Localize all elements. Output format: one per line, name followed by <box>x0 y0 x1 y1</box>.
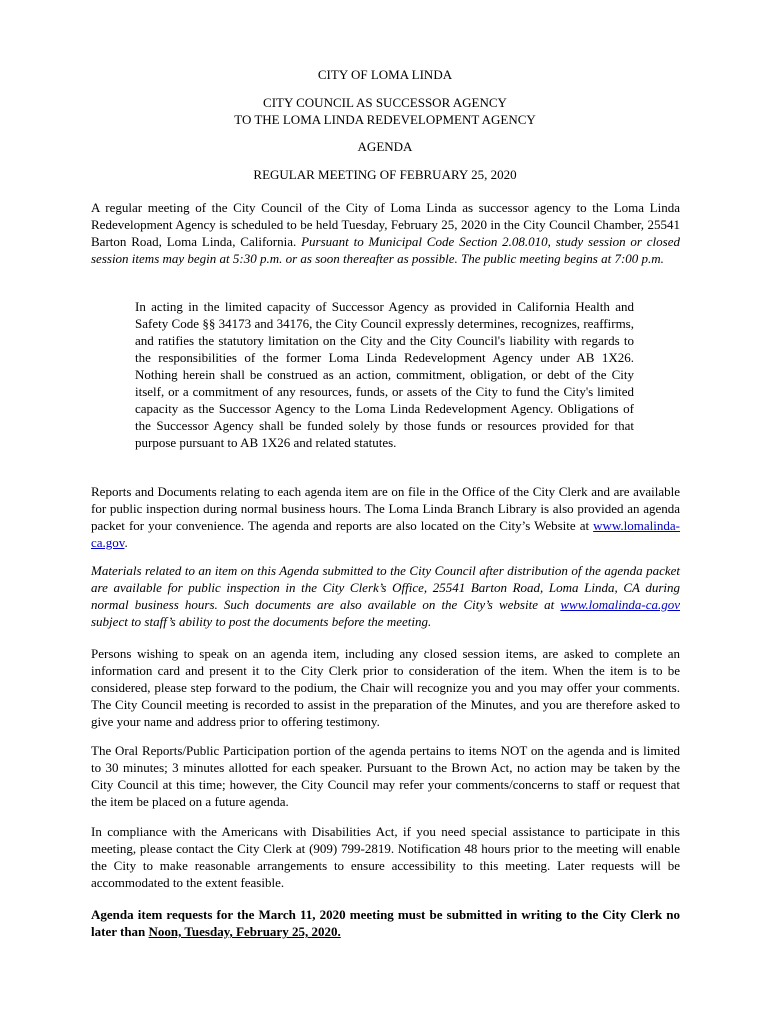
deadline-text: Agenda item requests for the March 11, 2020 meeting must be submitted in writing to the City Clerk no later than <box>91 907 680 939</box>
reports-end: . <box>124 535 128 550</box>
council-heading-line2: TO THE LOMA LINDA REDEVELOPMENT AGENCY <box>234 112 536 127</box>
materials-text: Materials related to an item on this Agenda submitted to the City Council after distribution of the agenda packet are available for public inspection in the City Clerk’s Office, 25541 Barton Road, Loma Linda, CA during normal business hours. Such documents are also available on the City’s website at <box>91 563 680 612</box>
council-heading-line1: CITY COUNCIL AS SUCCESSOR AGENCY <box>263 95 507 110</box>
agenda-heading: AGENDA <box>357 139 413 154</box>
intro-text: A regular meeting of the City Council of the City of Loma Linda as successor agency to the Loma Linda Redevelopment Agency is scheduled to be held Tuesday, February 25, 2020 in the City Council Chamber, 25541 Barton Road, Loma Linda, California. <box>91 200 680 249</box>
oral-reports-paragraph: The Oral Reports/Public Participation portion of the agenda pertains to items NOT on the agenda and is limited to 30 minutes; 3 minutes allotted for each speaker. Pursuant to the Brown Act, no action may be taken by the City Council at this time; however, the City Council may refer your comments/concerns to staff or request that the item be placed on a future agenda. <box>91 743 680 809</box>
deadline-date: Noon, Tuesday, February 25, 2020. <box>148 924 341 939</box>
speakers-paragraph: Persons wishing to speak on an agenda item, including any closed session items, are asked to complete an information card and present it to the City Clerk prior to consideration of the item. When the item is to be considered, please step forward to the podium, the Chair will recognize you and you may offer your comments. The City Council meeting is recorded to assist in the preparation of the Minutes, and you are therefore asked to give your name and address prior to offering testimony. <box>91 646 680 729</box>
reports-text: Reports and Documents relating to each agenda item are on file in the Office of the City Clerk and are available for public inspection during normal business hours. The Loma Linda Branch Library is also provided an agenda packet for your convenience. The agenda and reports are also located on the City’s Website at <box>91 484 680 533</box>
website-link[interactable]: www.lomalinda-ca.gov <box>91 518 680 550</box>
reports-paragraph <box>91 483 680 551</box>
materials-end: subject to staff’s ability to post the documents before the meeting. <box>91 614 432 629</box>
city-name-heading: CITY OF LOMA LINDA <box>317 67 453 82</box>
ada-paragraph: In compliance with the Americans with Disabilities Act, if you need special assistance to participate in this meeting, please contact the City Clerk at (909) 799-2819. Notification 48 hours prior to the meeting will enable the City to make reasonable arrangements to ensure accessibility to this meeting. Later requests will be accommodated to the extent feasible. <box>91 824 680 890</box>
materials-website-link[interactable]: www.lomalinda-ca.gov <box>560 597 680 612</box>
materials-paragraph <box>91 562 680 630</box>
intro-paragraph <box>91 199 680 267</box>
deadline-paragraph <box>91 906 680 940</box>
intro-italic-text: Pursuant to Municipal Code Section 2.08.010, study session or closed session items may begin at 5:30 p.m. or as soon thereafter as possible. The public meeting begins at 7:00 p.m. <box>91 234 680 266</box>
meeting-heading: REGULAR MEETING OF FEBRUARY 25, 2020 <box>253 167 517 182</box>
successor-agency-statement: In acting in the limited capacity of Successor Agency as provided in California Health and Safety Code §§ 34173 and 34176, the City Council expressly determines, recognizes, reaffirms, and ratifies the statutory limitation on the City and the City Council's liability with regards to the responsibilities of the former Loma Linda Redevelopment Agency under AB 1X26. Nothing herein shall be construed as an action, commitment, obligation, or debt of the City itself, or a commitment of any resources, funds, or assets of the City to fund the City's limited capacity as the Successor Agency to the Loma Linda Redevelopment Agency. Obligations of the Successor Agency shall be funded solely by those funds or resources provided for that purpose pursuant to AB 1X26 and related statutes. <box>135 299 634 450</box>
